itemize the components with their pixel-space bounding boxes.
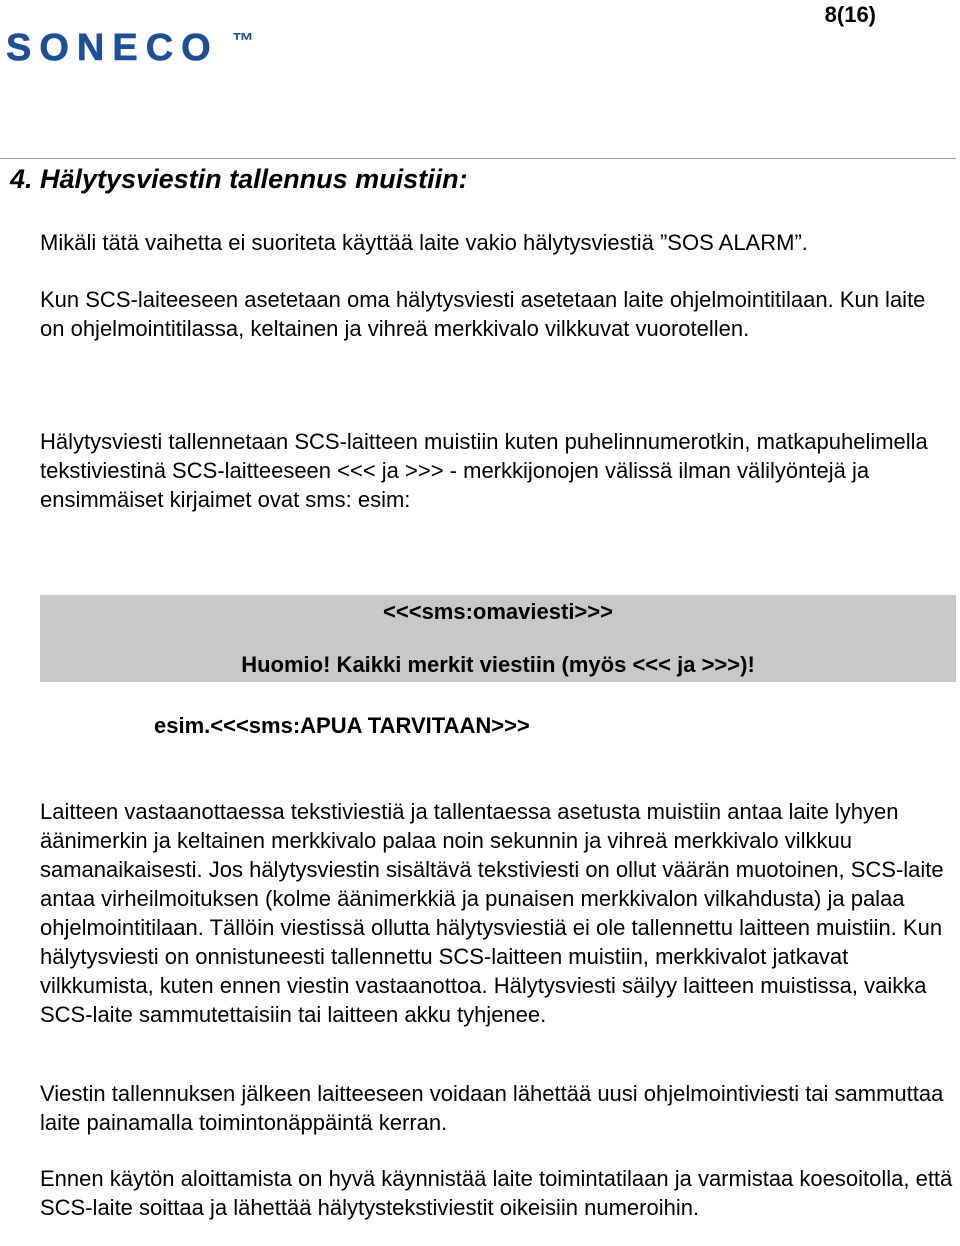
soneco-logo-graphic [6,26,268,66]
paragraph-saving-instructions: Hälytysviesti tallennetaan SCS-laitteen muistiin kuten puhelinnumerotkin, matkapuhelimella tekstiviestinä SCS-laitteeseen <<< ja >>> - merkkijonojen välissä ilman välilyöntejä ja ensimmäiset kirjaimet ovat sms: esim: [40,429,928,512]
format-example: <<<sms:omaviesti>>> [383,599,613,624]
example-message: esim.<<<sms:APUA TARVITAAN>>> [154,713,530,738]
format-note: Huomio! Kaikki merkit viestiin (myös <<< ja >>>)! [241,652,755,677]
message-format-box [40,595,956,682]
paragraph-confirmation: Laitteen vastaanottaessa tekstiviestiä ja tallentaessa asetusta muistiin antaa laite lyhyen äänimerkin ja keltainen merkkivalo palaa noin sekunnin ja vihreä merkkivalo vilkkuu samanaikaisesti. Jos hälytysviestin sisältävä tekstiviesti on ollut väärän muotoinen, SCS-laite antaa virheilmoituksen (kolme äänimerkkiä ja punaisen merkkivalon vilkahdusta) ja palaa ohjelmointitilaan. Tällöin viestissä ollutta hälytysviestiä ei ole tallennettu laitteen muistiin. Kun hälytysviesti on onnistuneesti tallennettu SCS-laitteen muistiin, merkkivalot jatkavat vilkkumista, kuten ennen viestin vastaanottoa. Hälytysviesti säilyy laitteen muistissa, vaikka SCS-laite sammutettaisiin tai laitteen akku tyhjenee. [40,799,944,1027]
soneco-logo [6,26,268,66]
paragraph-after-saving: Viestin tallennuksen jälkeen laitteeseen voidaan lähettää uusi ohjelmointiviesti tai sammuttaa laite painamalla toimintonäppäintä kerran. [40,1081,944,1135]
header-divider [0,158,956,159]
logo-text: SONECO [6,27,219,66]
paragraph-programming-mode: Kun SCS-laiteeseen asetetaan oma hälytysviesti asetetaan laite ohjelmointitilaan. Kun laite on ohjelmointitilassa, keltainen ja vihreä merkkivalo vilkkuvat vuorotellen. [40,287,926,341]
paragraph-before-use: Ennen käytön aloittamista on hyvä käynnistää laite toimintatilaan ja varmistaa koesoitolla, että SCS-laite soittaa ja lähettää hälytystekstiviestit oikeisiin numeroihin. [40,1166,953,1220]
trademark-mark: ™ [232,28,254,53]
section-title: 4. Hälytysviestin tallennus muistiin: [10,164,468,194]
page-number: 8(16) [824,2,876,27]
paragraph-default-message: Mikäli tätä vaihetta ei suoriteta käyttää laite vakio hälytysviestiä ”SOS ALARM”. [40,230,808,255]
